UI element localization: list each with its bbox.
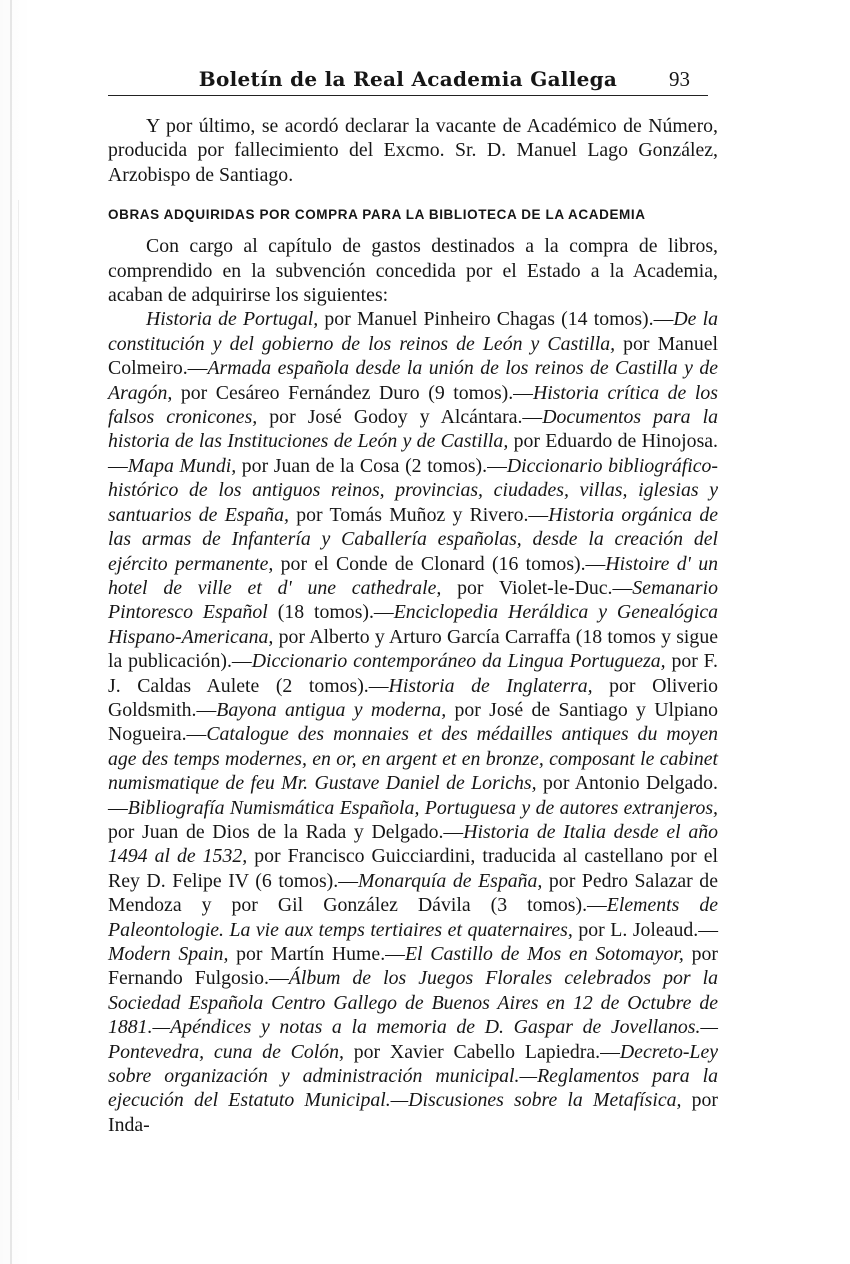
work-title: Decreto-Ley sobre organización y administración municipal.—Reglamentos para la ejecución del Estatuto Municipal.—Discusiones sobre la Metafísica, <box>108 1040 718 1112</box>
work-details: por Violet-le-Duc.— <box>441 576 633 599</box>
work-details: por José Godoy y Alcántara.— <box>257 406 543 429</box>
work-title: Armada española desde la unión de los reinos de Castilla y de Aragón, <box>108 357 718 404</box>
work-title: Historia de Portugal, <box>146 308 319 331</box>
work-title: Bibliografía Numismática Española, Portuguesa y de autores extranjeros, <box>127 796 718 819</box>
work-title: Álbum de los Juegos Florales celebrados por la Sociedad Española Centro Gallego de Buenos Aires en 12 de Octubre de 1881.—Apéndices y notas a la memoria de D. Gaspar de Jovellanos.—Pontevedra, cuna de Colón, <box>108 967 719 1063</box>
work-details: por Xavier Cabello Lapiedra.— <box>343 1040 620 1063</box>
work-details: por Juan de la Cosa (2 tomos).— <box>236 454 507 477</box>
work-title: Monarquía de España, <box>358 869 543 892</box>
work-title: Diccionario contemporáneo da Lingua Portugueza, <box>251 650 666 673</box>
scan-binding-shadow-2 <box>18 200 19 1100</box>
work-details: por Oliverio Goldsmith.— <box>108 674 719 721</box>
work-title: Mapa Mundi, <box>127 454 237 477</box>
work-details: por el Conde de Clonard (16 tomos).— <box>273 552 606 575</box>
work-title: El Castillo de Mos en Sotomayor, <box>404 943 684 965</box>
work-title: Historia crítica de los falsos cronicones, <box>108 381 718 429</box>
work-title: De la constitución y del gobierno de los reinos de León y Castilla, <box>108 308 718 355</box>
scan-binding-shadow <box>10 0 12 1264</box>
work-title: Histoire d' un hotel de ville et d' une cathedrale, <box>108 552 718 599</box>
work-details: por Cesáreo Fernández Duro (9 tomos).— <box>172 381 533 404</box>
work-title: Enciclopedia Heráldica y Genealógica Hispano-Americana, <box>108 601 718 648</box>
section-heading: OBRAS ADQUIRIDAS POR COMPRA PARA LA BIBLIOTECA DE LA ACADEMIA <box>108 207 646 223</box>
work-details: por Fernando Fulgosio.— <box>108 943 718 990</box>
work-title: Catalogue des monnaies et des médailles antiques du moyen age des temps modernes, en or, en argent et en bronze, composant le cabinet numismatique de feu Mr. Gustave Daniel de Lorichs, <box>108 723 718 795</box>
work-details: (18 tomos).— <box>267 601 394 624</box>
page-body <box>108 114 718 1137</box>
work-title: Documentos para la historia de las Instituciones de León y de Castilla, <box>108 406 718 453</box>
work-details: por F. J. Caldas Aulete (2 tomos).— <box>108 650 718 697</box>
work-title: Historia de Inglaterra, <box>388 674 593 697</box>
intro-paragraph: Y por último, se acordó declarar la vacante de Académico de Número, producida por fallecimiento del Excmo. Sr. D. Manuel Lago González, Arzobispo de Santiago. <box>108 115 718 186</box>
work-details: por Eduardo de Hinojosa.— <box>108 430 718 477</box>
work-title: Modern Spain, <box>108 943 229 965</box>
work-details: por Inda- <box>108 1089 718 1136</box>
work-title: Historia de Italia desde el año 1494 al de 1532, <box>108 820 718 868</box>
work-details: por Francisco Guicciardini, traducida al castellano por el Rey D. Felipe IV (6 tomos).— <box>108 845 719 892</box>
work-details: por Pedro Salazar de Mendoza y por Gil González Dávila (3 tomos).— <box>108 869 718 917</box>
work-title: Semanario Pintoresco Español <box>108 576 718 624</box>
section-intro-paragraph: Con cargo al capítulo de gastos destinados a la compra de libros, comprendido en la subvención concedida por el Estado a la Academia, acaban de adquirirse los siguientes: <box>108 235 718 307</box>
work-details: por Manuel Colmeiro.— <box>108 332 718 380</box>
work-details: por Martín Hume.— <box>228 943 405 965</box>
work-details: por Manuel Pinheiro Chagas (14 tomos).— <box>318 308 674 331</box>
acquired-works-list <box>108 307 718 1137</box>
running-head <box>108 63 708 96</box>
journal-title: Boletín de la Real Academia Gallega <box>198 67 618 91</box>
scan-margin <box>0 0 30 1264</box>
work-title: Bayona antigua y moderna, <box>216 698 447 721</box>
work-details: por Tomás Muñoz y Rivero.— <box>289 503 549 526</box>
work-title: Historia orgánica de las armas de Infantería y Caballería españolas, desde la creación del ejército permanente, <box>108 503 718 575</box>
work-details: por Antonio Delgado.— <box>108 772 718 819</box>
work-title: Elements de Paleontologie. La vie aux temps tertiaires et quaternaires, <box>108 894 718 941</box>
page-number: 93 <box>669 67 690 91</box>
work-details: por L. Joleaud.— <box>572 918 718 941</box>
work-details: por Alberto y Arturo García Carraffa (18 tomos y sigue la publicación).— <box>108 625 718 673</box>
work-details: por José de Santiago y Ulpiano Nogueira.— <box>108 698 718 746</box>
work-details: por Juan de Dios de la Rada y Delgado.— <box>108 820 464 843</box>
work-title: Diccionario bibliográfico-histórico de los antiguos reinos, provincias, ciudades, villas, iglesias y santuarios de España, <box>108 454 718 526</box>
